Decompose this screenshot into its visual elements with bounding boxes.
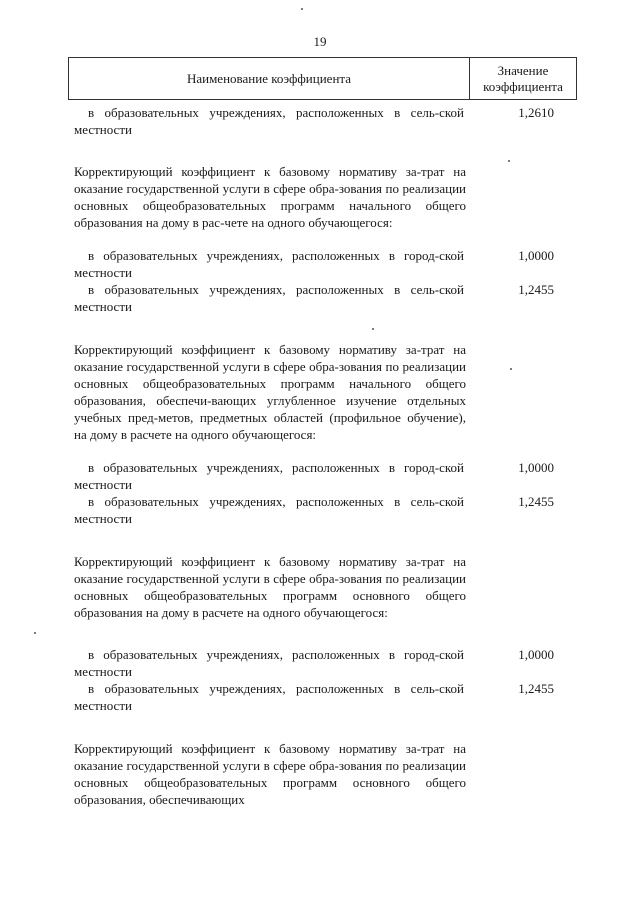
coefficient-row-value: 1,0000 bbox=[518, 460, 554, 475]
coefficient-row bbox=[74, 281, 554, 315]
coefficient-row bbox=[74, 247, 554, 281]
column-header-value-line1: Значение bbox=[497, 62, 549, 78]
coefficient-row-text: в образовательных учреждениях, расположенных в сель-ской местности bbox=[74, 282, 464, 314]
coefficient-row-text: в образовательных учреждениях, расположенных в город-ской местности bbox=[74, 248, 464, 280]
coefficient-row-text: в образовательных учреждениях, расположенных в сель-ской местности bbox=[74, 494, 464, 526]
column-header-value bbox=[470, 58, 576, 99]
table-header bbox=[68, 57, 577, 100]
scan-speck bbox=[510, 368, 512, 370]
coefficient-row bbox=[74, 493, 554, 527]
column-header-value-line2: коэффициента bbox=[483, 78, 563, 94]
scan-speck bbox=[301, 8, 303, 10]
column-header-name: Наименование коэффициента bbox=[69, 58, 470, 99]
coefficient-row-text: в образовательных учреждениях, расположенных в сель-ской местности bbox=[74, 105, 464, 137]
coefficient-row bbox=[74, 104, 554, 138]
page-number: 19 bbox=[313, 34, 327, 49]
coefficient-row bbox=[74, 680, 554, 714]
coefficient-row-text: в образовательных учреждениях, расположенных в город-ской местности bbox=[74, 460, 464, 492]
coefficient-row bbox=[74, 646, 554, 680]
coefficient-row-text: в образовательных учреждениях, расположенных в город-ской местности bbox=[74, 647, 464, 679]
coefficient-row-value: 1,2455 bbox=[518, 282, 554, 297]
coefficient-row-text: в образовательных учреждениях, расположенных в сель-ской местности bbox=[74, 681, 464, 713]
coefficient-paragraph: Корректирующий коэффициент к базовому нормативу за-трат на оказание государственной услуги в сфере обра-зования по реализации основных общеобразовательных программ основного общего образования на дому в расчете на одного обучающегося: bbox=[74, 554, 466, 620]
coefficient-row-value: 1,0000 bbox=[518, 647, 554, 662]
scan-speck bbox=[508, 160, 510, 162]
coefficient-paragraph: Корректирующий коэффициент к базовому нормативу за-трат на оказание государственной услуги в сфере обра-зования по реализации основных общеобразовательных программ основного общего образования, обеспечивающих bbox=[74, 741, 466, 807]
coefficient-paragraph: Корректирующий коэффициент к базовому нормативу за-трат на оказание государственной услуги в сфере обра-зования по реализации основных общеобразовательных программ начального общего образования, обеспечи-вающих углубленное изучение отдельных учебных пред-метов, предметных областей (профильное обучение), на дому в расчете на одного обучающегося: bbox=[74, 342, 466, 442]
coefficient-paragraph: Корректирующий коэффициент к базовому нормативу за-трат на оказание государственной услуги в сфере обра-зования по реализации основных общеобразовательных программ начального общего образования на дому в рас-чете на одного обучающегося: bbox=[74, 164, 466, 230]
coefficient-row-value: 1,2455 bbox=[518, 494, 554, 509]
coefficient-row bbox=[74, 459, 554, 493]
coefficient-row-value: 1,0000 bbox=[518, 248, 554, 263]
document-body bbox=[74, 104, 554, 808]
scan-speck bbox=[372, 328, 374, 330]
coefficient-row-value: 1,2455 bbox=[518, 681, 554, 696]
coefficient-row-value: 1,2610 bbox=[518, 105, 554, 120]
scan-speck bbox=[34, 632, 36, 634]
